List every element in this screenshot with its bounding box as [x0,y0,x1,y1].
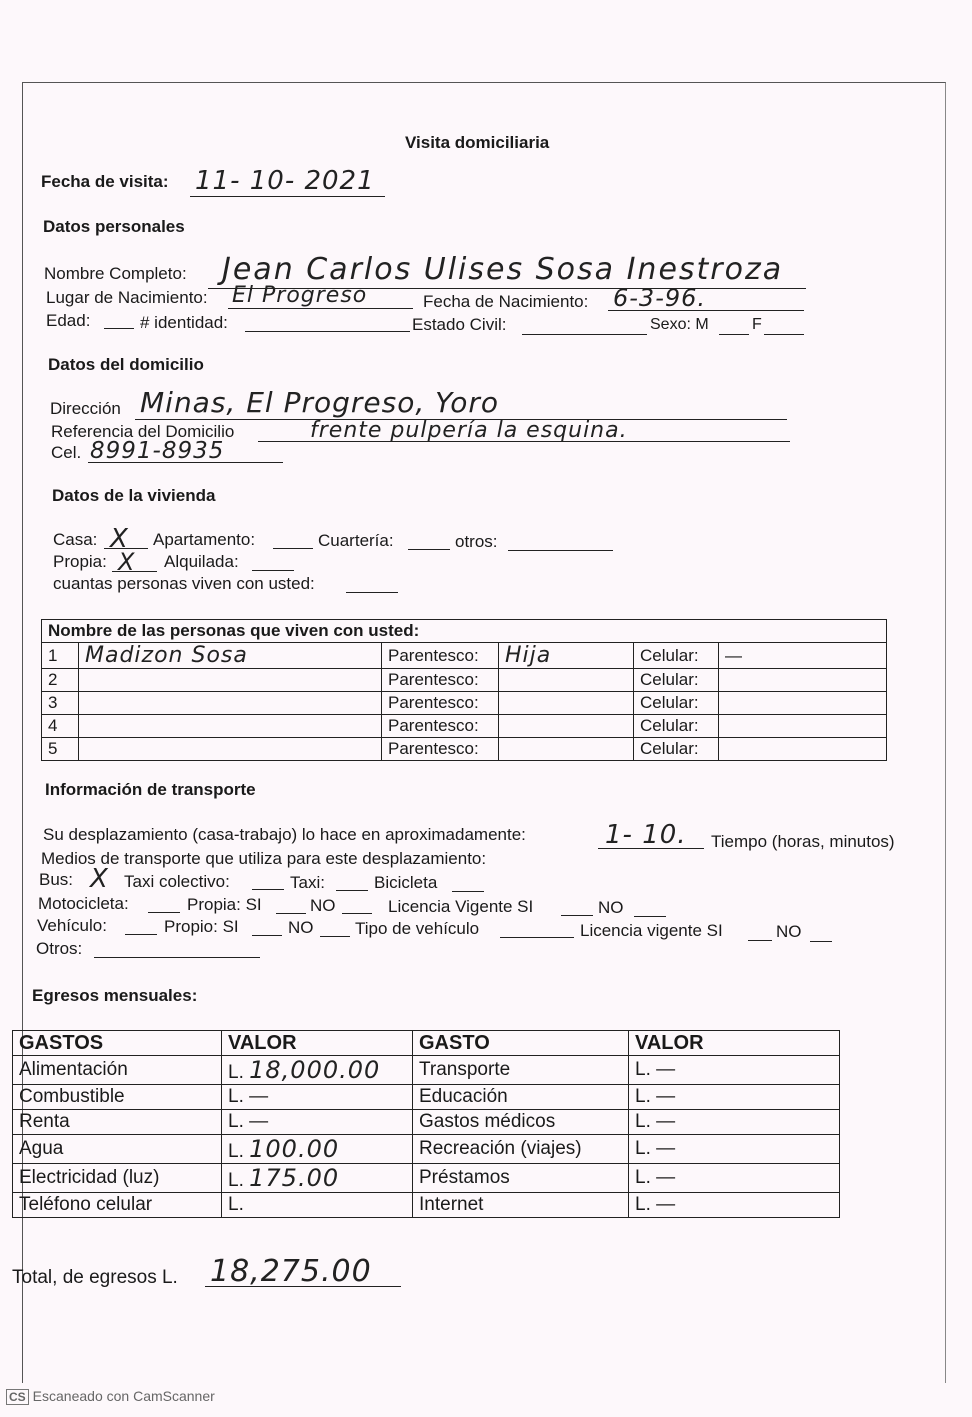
room-label: Cuartería: [318,531,394,550]
member-name[interactable] [79,715,382,738]
moto-license-label: Licencia Vigente SI [388,897,534,916]
sex-label: Sexo: M [650,316,709,333]
table-row: 5 Parentesco: Celular: [42,738,887,761]
others-label: Otros: [36,939,83,958]
member-relation[interactable]: Hija [499,643,634,669]
house-mark[interactable]: X [110,524,129,554]
name-value[interactable]: Jean Carlos Ulises Sosa Inestroza [222,252,784,287]
own-mark[interactable]: X [118,548,136,576]
expense-value[interactable]: 18,000.00 [249,1056,381,1084]
moto-own-label: Propia: SI [187,895,262,914]
apartment-label: Apartamento: [153,530,256,549]
member-name[interactable]: Madizon Sosa [79,643,382,669]
table-row: Renta L. — Gastos médicos L. — [13,1110,840,1135]
table-row: Teléfono celular L. Internet L. — [13,1193,840,1218]
expense-value[interactable]: — [656,1111,676,1132]
expense-value[interactable]: — [656,1086,676,1107]
household-header: Nombre de las personas que viven con usted: [42,620,887,643]
motorcycle-label: Motocicleta: [38,894,129,913]
expense-value[interactable]: — [656,1167,676,1188]
expense-value[interactable]: — [656,1194,676,1215]
name-label: Nombre Completo: [44,264,187,283]
moto-license-no-label: NO [598,898,624,917]
civil-status-label: Estado Civil: [412,315,507,334]
house-label: Casa: [53,530,98,549]
people-count-label: cuantas personas viven con usted: [53,574,315,593]
table-row: 3 Parentesco: Celular: [42,692,887,715]
personal-heading: Datos personales [43,217,185,236]
table-row: Agua L. 100.00 Recreación (viajes) L. — [13,1135,840,1164]
table-row: 4 Parentesco: Celular: [42,715,887,738]
commute-unit: Tiempo (horas, minutos) [711,832,895,851]
vehicle-type-label: Tipo de vehículo [355,919,480,938]
camscanner-logo-icon: CS [6,1389,29,1405]
birthdate-value[interactable]: 6-3-96. [613,284,707,312]
expenses-heading: Egresos mensuales: [32,986,198,1005]
taxi-colectivo-label: Taxi colectivo: [124,872,230,891]
expense-value[interactable]: — [656,1138,676,1159]
other-label: otros: [455,532,498,551]
expense-value[interactable]: — [249,1086,269,1107]
phone-label: Cel. [51,443,82,462]
commute-value[interactable]: 1- 10. [605,820,687,850]
vehicle-no-label: NO [288,918,314,937]
address-value[interactable]: Minas, El Progreso, Yoro [140,386,499,419]
birthplace-label: Lugar de Nacimiento: [46,288,208,307]
member-name[interactable] [79,669,382,692]
expense-value[interactable]: — [656,1059,676,1080]
bus-label: Bus: [39,870,74,889]
id-label: # identidad: [140,313,228,332]
table-row: Combustible L. — Educación L. — [13,1085,840,1110]
age-label: Edad: [46,311,91,330]
expense-value[interactable]: 175.00 [249,1164,340,1192]
member-phone[interactable] [719,715,887,738]
member-phone[interactable]: — [719,643,887,669]
vehicle-own-label: Propio: SI [164,917,239,936]
member-phone[interactable] [719,692,887,715]
household-table [41,619,887,761]
vehicle-license-label: Licencia vigente SI [580,921,723,940]
own-label: Propia: [53,552,107,571]
expenses-table: GASTOS VALOR GASTO VALOR Alimentación L. 18,000.00 Transporte L. — Combustible L. — Educación L. — Renta L. — Gastos médicos L. — Agua L. 100.00 Recreación (viajes) L. — Electricidad (luz) L. 175.00 Préstamos L. — Teléfono celular L. Internet L. — [12,1030,840,1218]
visit-date-value[interactable]: 11- 10- 2021 [195,166,375,196]
sex-f-label: F [752,316,762,333]
birthdate-label: Fecha de Nacimiento: [423,292,589,311]
address-label: Dirección [50,399,121,418]
member-phone[interactable] [719,669,887,692]
rented-label: Alquilada: [164,552,239,571]
reference-value[interactable]: frente pulpería la esquina. [310,418,628,443]
birthplace-value[interactable]: El Progreso [232,283,368,308]
member-name[interactable] [79,692,382,715]
taxi-label: Taxi: [290,873,325,892]
member-name[interactable] [79,738,382,761]
table-row: Alimentación L. 18,000.00 Transporte L. — [13,1056,840,1085]
scanner-watermark: CS Escaneado con CamScanner [6,1388,215,1405]
table-row: Electricidad (luz) L. 175.00 Préstamos L. — [13,1164,840,1193]
moto-no-label: NO [310,896,336,915]
form-title: Visita domiciliaria [405,133,550,152]
housing-heading: Datos de la vivienda [52,486,216,505]
table-row: 2 Parentesco: Celular: [42,669,887,692]
transport-heading: Información de transporte [45,780,256,799]
total-value[interactable]: 18,275.00 [210,1254,372,1289]
means-label: Medios de transporte que utiliza para este desplazamiento: [41,849,487,868]
table-row: 1 Madizon Sosa Parentesco: Hija Celular: — [42,643,887,669]
member-relation[interactable] [499,738,634,761]
member-relation[interactable] [499,669,634,692]
vehicle-license-no-label: NO [776,922,802,941]
domicile-heading: Datos del domicilio [48,355,204,374]
phone-value[interactable]: 8991-8935 [90,438,225,464]
bicycle-label: Bicicleta [374,873,438,892]
visit-date-label: Fecha de visita: [41,172,169,191]
bus-mark[interactable]: X [90,864,109,894]
expense-value[interactable]: — [249,1111,269,1132]
member-relation[interactable] [499,715,634,738]
member-relation[interactable] [499,692,634,715]
total-label: Total, de egresos L. [12,1267,178,1288]
expense-value[interactable]: 100.00 [249,1135,340,1163]
vehicle-label: Vehículo: [37,916,107,935]
reference-label: Referencia del Domicilio [51,422,235,441]
commute-label: Su desplazamiento (casa-trabajo) lo hace en aproximadamente: [43,825,526,844]
member-phone[interactable] [719,738,887,761]
